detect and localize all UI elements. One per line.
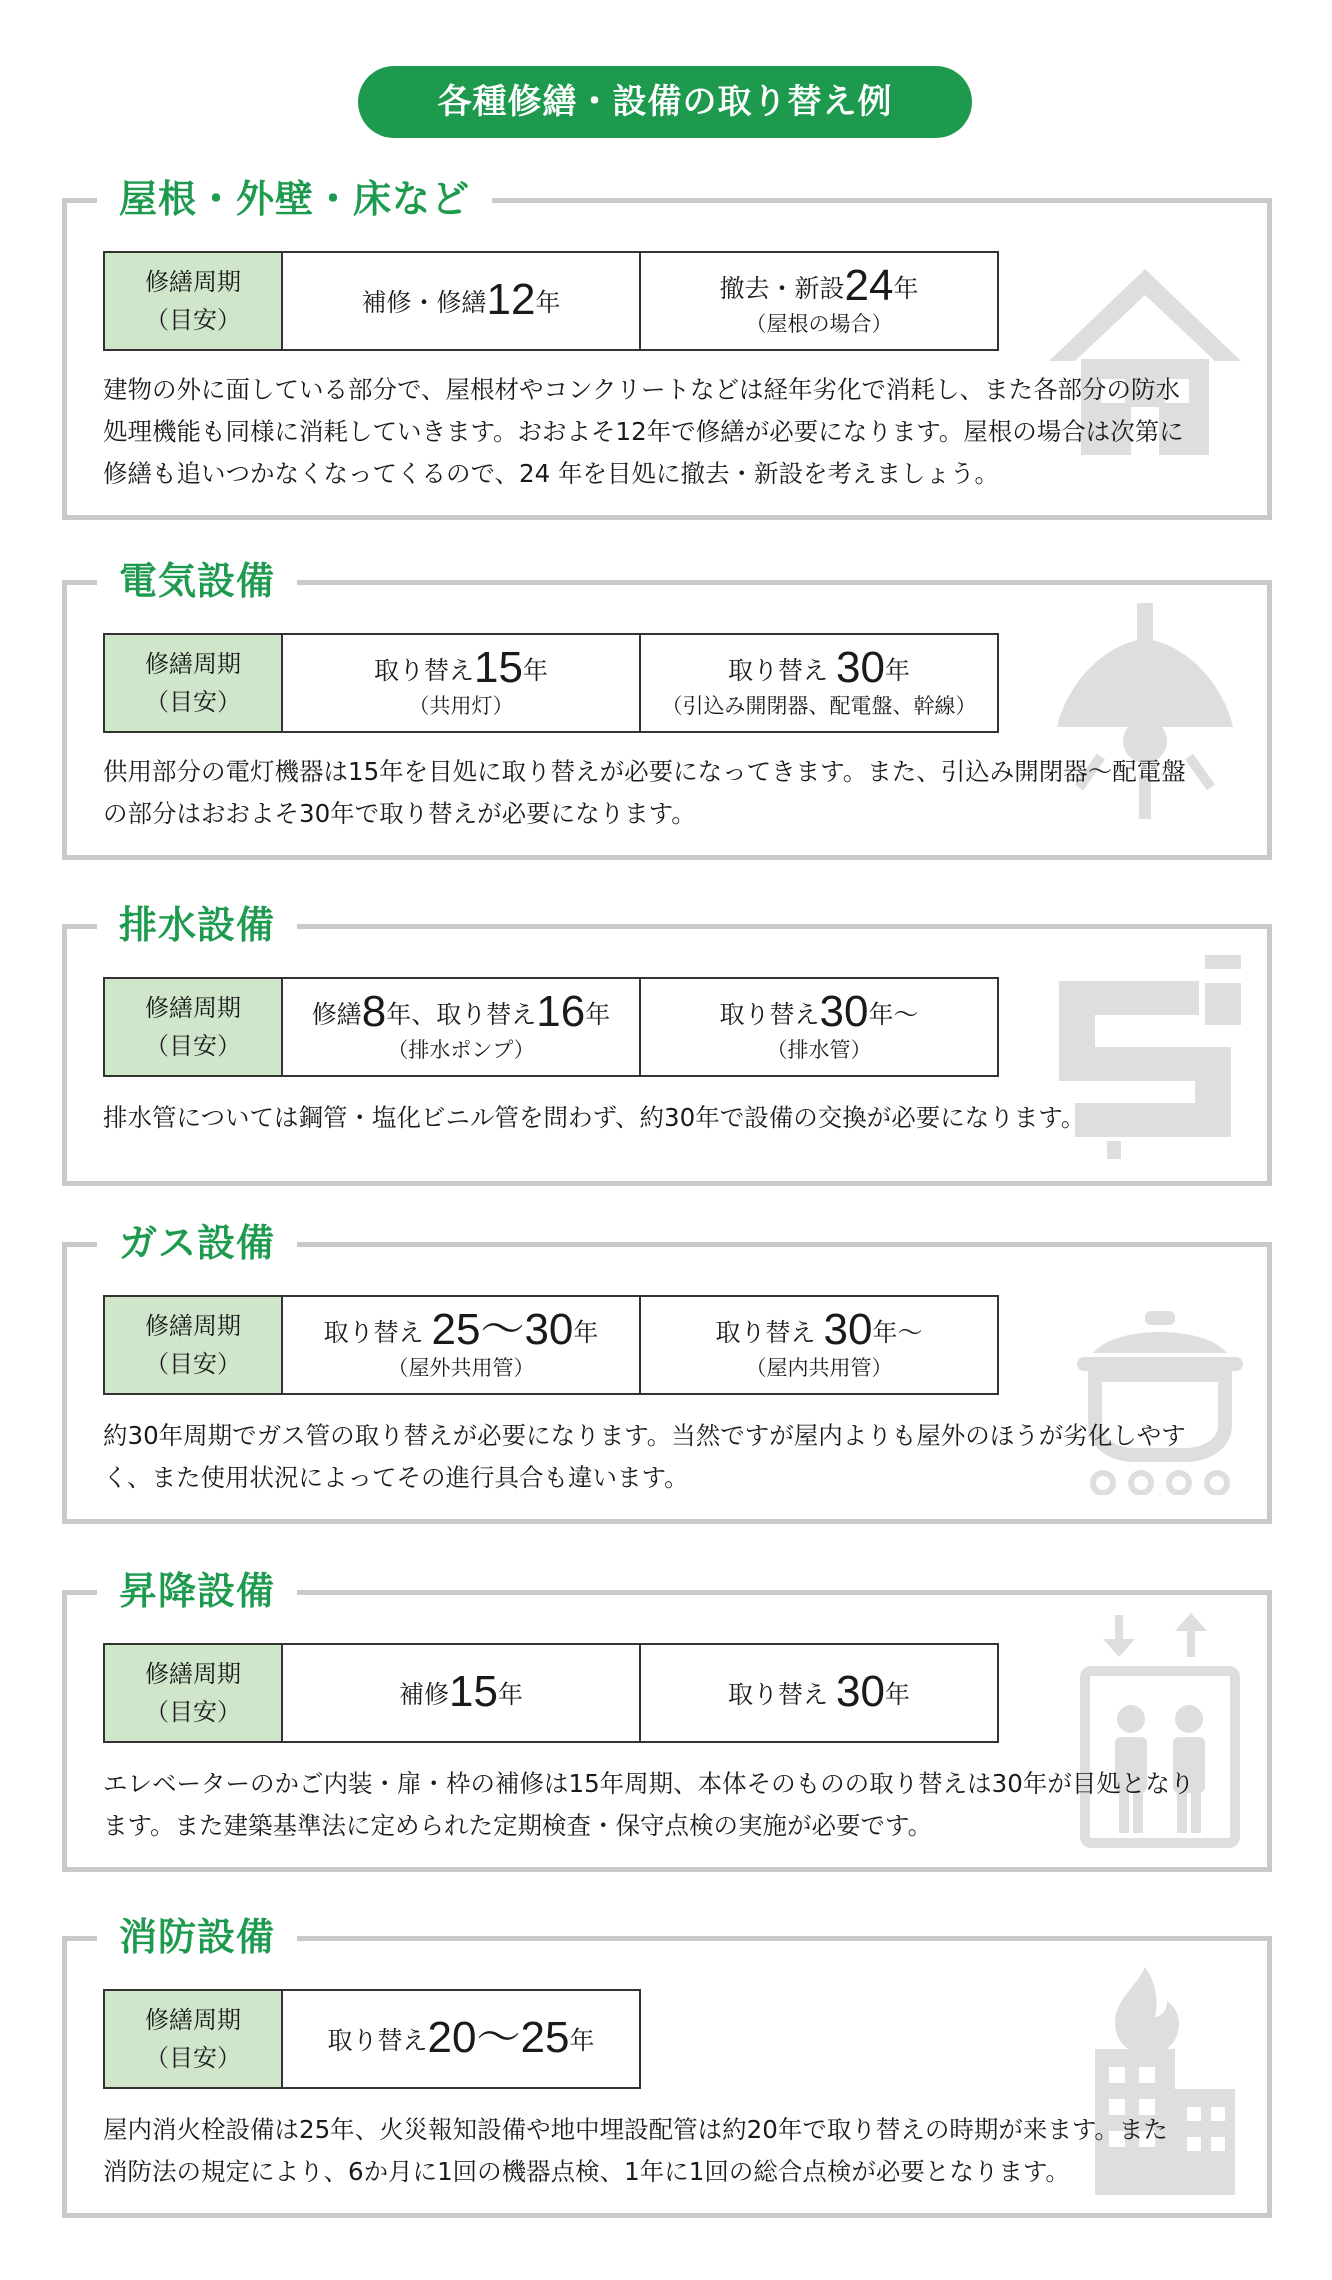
cycle-label: 修繕周期 （目安） bbox=[105, 1991, 283, 2087]
cycle-cell: 取り替え 30年 bbox=[728, 1666, 910, 1716]
section-description: 排水管については鋼管・塩化ビニル管を問わず、約30年で設備の交換が必要になります。 bbox=[103, 1103, 1086, 1132]
cycle-cell: 取り替え 25～30年 （屋外共用管） bbox=[283, 1297, 641, 1393]
cycle-cell: 取り替え30年～ （排水管） bbox=[719, 986, 919, 1062]
cycle-table bbox=[103, 1643, 999, 1743]
cycle-table bbox=[103, 251, 999, 351]
section-description: 供用部分の電灯機器は15年を目処に取り替えが必要になってきます。また、引込み開閉器～配電盤 の部分はおおよそ30年で取り替えが必要になります。 bbox=[103, 757, 1186, 828]
cycle-table bbox=[103, 633, 999, 733]
cycle-label: 修繕周期 （目安） bbox=[105, 253, 283, 349]
cycle-cell: 撤去・新設24年 （屋根の場合） bbox=[719, 260, 919, 336]
cycle-cell: 取り替え20～25年 bbox=[327, 2012, 595, 2062]
section-description: 建物の外に面している部分で、屋根材やコンクリートなどは経年劣化で消耗し、また各部分の防水 処理機能も同様に消耗していきます。おおよそ12年で修繕が必要になります。屋根の場合は次第に 修繕も追いつかなくなってくるので、24 年を目処に撤去・新設を考えましょう。 bbox=[103, 375, 1184, 488]
section-description: エレベーターのかご内装・扉・枠の補修は15年周期、本体そのものの取り替えは30年が目処となり ます。また建築基準法に定められた定期検査・保守点検の実施が必要です。 bbox=[103, 1769, 1195, 1840]
section-title: 排水設備 bbox=[97, 901, 297, 949]
section-title: 消防設備 bbox=[97, 1913, 297, 1961]
cycle-label: 修繕周期 （目安） bbox=[105, 979, 283, 1075]
cycle-cell: 取り替え 30年～ （屋内共用管） bbox=[715, 1304, 923, 1380]
section-electric bbox=[62, 559, 1272, 860]
cycle-label: 修繕周期 （目安） bbox=[105, 1297, 283, 1393]
cycle-cell: 取り替え15年 （共用灯） bbox=[283, 635, 641, 731]
cycle-cell: 取り替え 30年 （引込み開閉器、配電盤、幹線） bbox=[661, 642, 977, 718]
section-drainage bbox=[62, 903, 1272, 1186]
section-title: ガス設備 bbox=[97, 1219, 297, 1267]
section-description: 屋内消火栓設備は25年、火災報知設備や地中埋設配管は約20年で取り替えの時期が来ます。また 消防法の規定により、6か月に1回の機器点検、1年に1回の総合点検が必要となります。 bbox=[103, 2115, 1168, 2186]
cycle-label: 修繕周期 （目安） bbox=[105, 1645, 283, 1741]
cycle-cell: 修繕8年、取り替え16年 （排水ポンプ） bbox=[283, 979, 641, 1075]
cycle-cell: 補修15年 bbox=[283, 1645, 641, 1741]
section-title: 電気設備 bbox=[97, 557, 297, 605]
section-elevator bbox=[62, 1569, 1272, 1872]
section-roof bbox=[62, 177, 1272, 520]
section-title: 昇降設備 bbox=[97, 1567, 297, 1615]
page-title: 各種修繕・設備の取り替え例 bbox=[358, 66, 972, 138]
section-description: 約30年周期でガス管の取り替えが必要になります。当然ですが屋内よりも屋外のほうが劣化しやす く、また使用状況によってその進行具合も違います。 bbox=[103, 1421, 1186, 1492]
section-gas bbox=[62, 1221, 1272, 1524]
cycle-label: 修繕周期 （目安） bbox=[105, 635, 283, 731]
cycle-table bbox=[103, 1989, 641, 2089]
section-fire bbox=[62, 1915, 1272, 2218]
cycle-table bbox=[103, 977, 999, 1077]
cycle-table bbox=[103, 1295, 999, 1395]
cycle-cell: 補修・修繕12年 bbox=[283, 253, 641, 349]
section-title: 屋根・外壁・床など bbox=[97, 175, 492, 223]
